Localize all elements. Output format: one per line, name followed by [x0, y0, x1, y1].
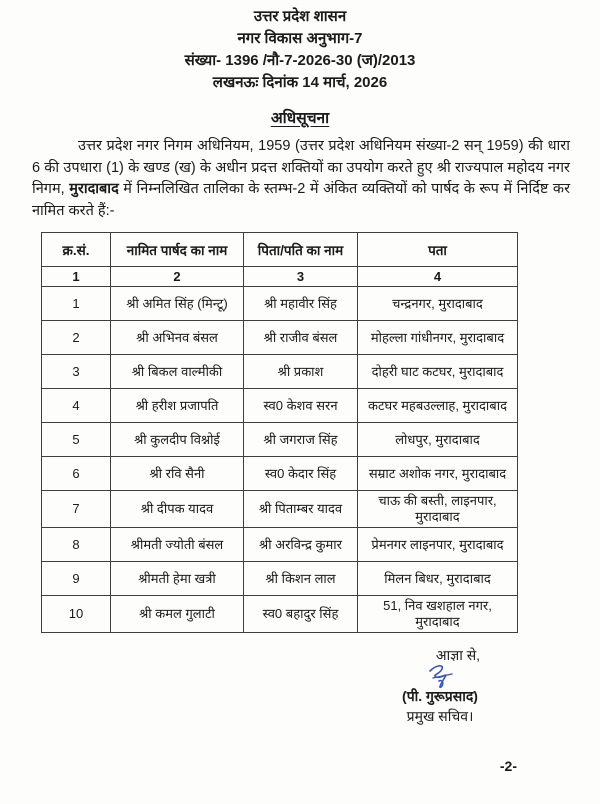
- cell-serial: 5: [42, 423, 111, 457]
- signatory-designation: प्रमुख सचिव।: [406, 708, 474, 724]
- cell-serial: 10: [42, 596, 111, 633]
- cell-serial: 1: [42, 287, 111, 321]
- place-and-date: लखनऊः दिनांक 14 मार्च, 2026: [212, 74, 388, 91]
- signatory-name: (पी. गुरूप्रसाद): [402, 688, 478, 704]
- city-name-bold: मुरादाबाद: [69, 181, 119, 197]
- cell-name: श्रीमती हेमा खत्री: [111, 562, 244, 596]
- cell-name: श्री अभिनव बंसल: [111, 321, 244, 355]
- cell-father: श्री राजीव बंसल: [244, 321, 358, 355]
- table-row: [42, 321, 518, 355]
- cell-name: श्री बिकल वाल्मीकी: [111, 355, 244, 389]
- cell-name: श्री हरीश प्रजापति: [111, 389, 244, 423]
- table-row: [42, 562, 518, 596]
- col-number-4: 4: [358, 267, 518, 287]
- col-header-name: नामित पार्षद का नाम: [111, 233, 244, 267]
- table-header-row: [42, 233, 518, 267]
- table-row: [42, 423, 518, 457]
- table-row: [42, 457, 518, 491]
- org-name: उत्तर प्रदेश शासन: [253, 8, 347, 25]
- cell-address: लोधपुर, मुरादाबाद: [358, 423, 518, 457]
- reference-number: संख्या- 1396 /नौ-7-2026-30 (ज)/2013: [184, 52, 416, 69]
- cell-address: चन्द्रनगर, मुरादाबाद: [358, 287, 518, 321]
- table-row: [42, 528, 518, 562]
- cell-address: कटघर महबउल्लाह, मुरादाबाद: [358, 389, 518, 423]
- col-header-father: पिता/पति का नाम: [244, 233, 358, 267]
- col-header-serial: क्र.सं.: [42, 233, 111, 267]
- notification-paragraph: [32, 136, 570, 222]
- cell-address: मिलन बिधर, मुरादाबाद: [358, 562, 518, 596]
- cell-father: श्री अरविन्द्र कुमार: [244, 528, 358, 562]
- cell-name: श्रीमती ज्योती बंसल: [111, 528, 244, 562]
- councillor-table: [41, 232, 518, 633]
- cell-address: चाऊ की बस्ती, लाइनपार, मुरादाबाद: [358, 491, 518, 528]
- cell-father: श्री किशन लाल: [244, 562, 358, 596]
- signature-block: [345, 645, 535, 726]
- table-row: [42, 355, 518, 389]
- table-row: [42, 287, 518, 321]
- by-order-text: आज्ञा से,: [435, 647, 481, 663]
- cell-serial: 2: [42, 321, 111, 355]
- cell-father: श्री जगराज सिंह: [244, 423, 358, 457]
- col-header-address: पता: [358, 233, 518, 267]
- cell-address: 51, निव खशहाल नगर, मुरादाबाद: [358, 596, 518, 633]
- page-number: -2-: [499, 758, 517, 774]
- cell-name: श्री कुलदीप विश्नोई: [111, 423, 244, 457]
- cell-father: श्री पिताम्बर यादव: [244, 491, 358, 528]
- col-number-3: 3: [244, 267, 358, 287]
- cell-serial: 9: [42, 562, 111, 596]
- cell-name: श्री कमल गुलाटी: [111, 596, 244, 633]
- cell-serial: 3: [42, 355, 111, 389]
- cell-serial: 7: [42, 491, 111, 528]
- cell-address: मोहल्ला गांधीनगर, मुरादाबाद: [358, 321, 518, 355]
- cell-name: श्री दीपक यादव: [111, 491, 244, 528]
- letterhead: [0, 0, 600, 94]
- paragraph-part2: में निम्नलिखित तालिका के स्तम्भ-2 में अंकित व्यक्तियों को पार्षद के रूप में निर्दिष्ट कर नामित करते हैं:-: [32, 181, 571, 219]
- cell-address: सम्राट अशोक नगर, मुरादाबाद: [358, 457, 518, 491]
- cell-name: श्री अमित सिंह (मिन्टू): [111, 287, 244, 321]
- cell-serial: 6: [42, 457, 111, 491]
- cell-name: श्री रवि सैनी: [111, 457, 244, 491]
- cell-father: स्व0 केदार सिंह: [244, 457, 358, 491]
- cell-address: प्रेमनगर लाइनपार, मुरादाबाद: [358, 528, 518, 562]
- table-row: [42, 596, 518, 633]
- paragraph-part1: उत्तर प्रदेश नगर निगम अधिनियम, 1959 (उत्तर प्रदेश अधिनियम संख्या-2 सन् 1959) की धारा 6 की उपधारा (1) के खण्ड (ख) के अधीन प्रदत्त शक्तियों का उपयोग करते हुए श्री राज्यपाल महोदय नगर निगम,: [32, 138, 570, 197]
- notification-title: अधिसूचना: [270, 110, 330, 127]
- table-row: [42, 389, 518, 423]
- department-name: नगर विकास अनुभाग-7: [237, 30, 363, 47]
- col-number-1: 1: [42, 267, 111, 287]
- cell-father: श्री महावीर सिंह: [244, 287, 358, 321]
- col-number-2: 2: [111, 267, 244, 287]
- cell-father: स्व0 बहादुर सिंह: [244, 596, 358, 633]
- cell-address: दोहरी घाट कटघर, मुरादाबाद: [358, 355, 518, 389]
- column-number-row: [42, 267, 518, 287]
- table-row: [42, 491, 518, 528]
- cell-father: स्व0 केशव सरन: [244, 389, 358, 423]
- cell-serial: 8: [42, 528, 111, 562]
- cell-serial: 4: [42, 389, 111, 423]
- cell-father: श्री प्रकाश: [244, 355, 358, 389]
